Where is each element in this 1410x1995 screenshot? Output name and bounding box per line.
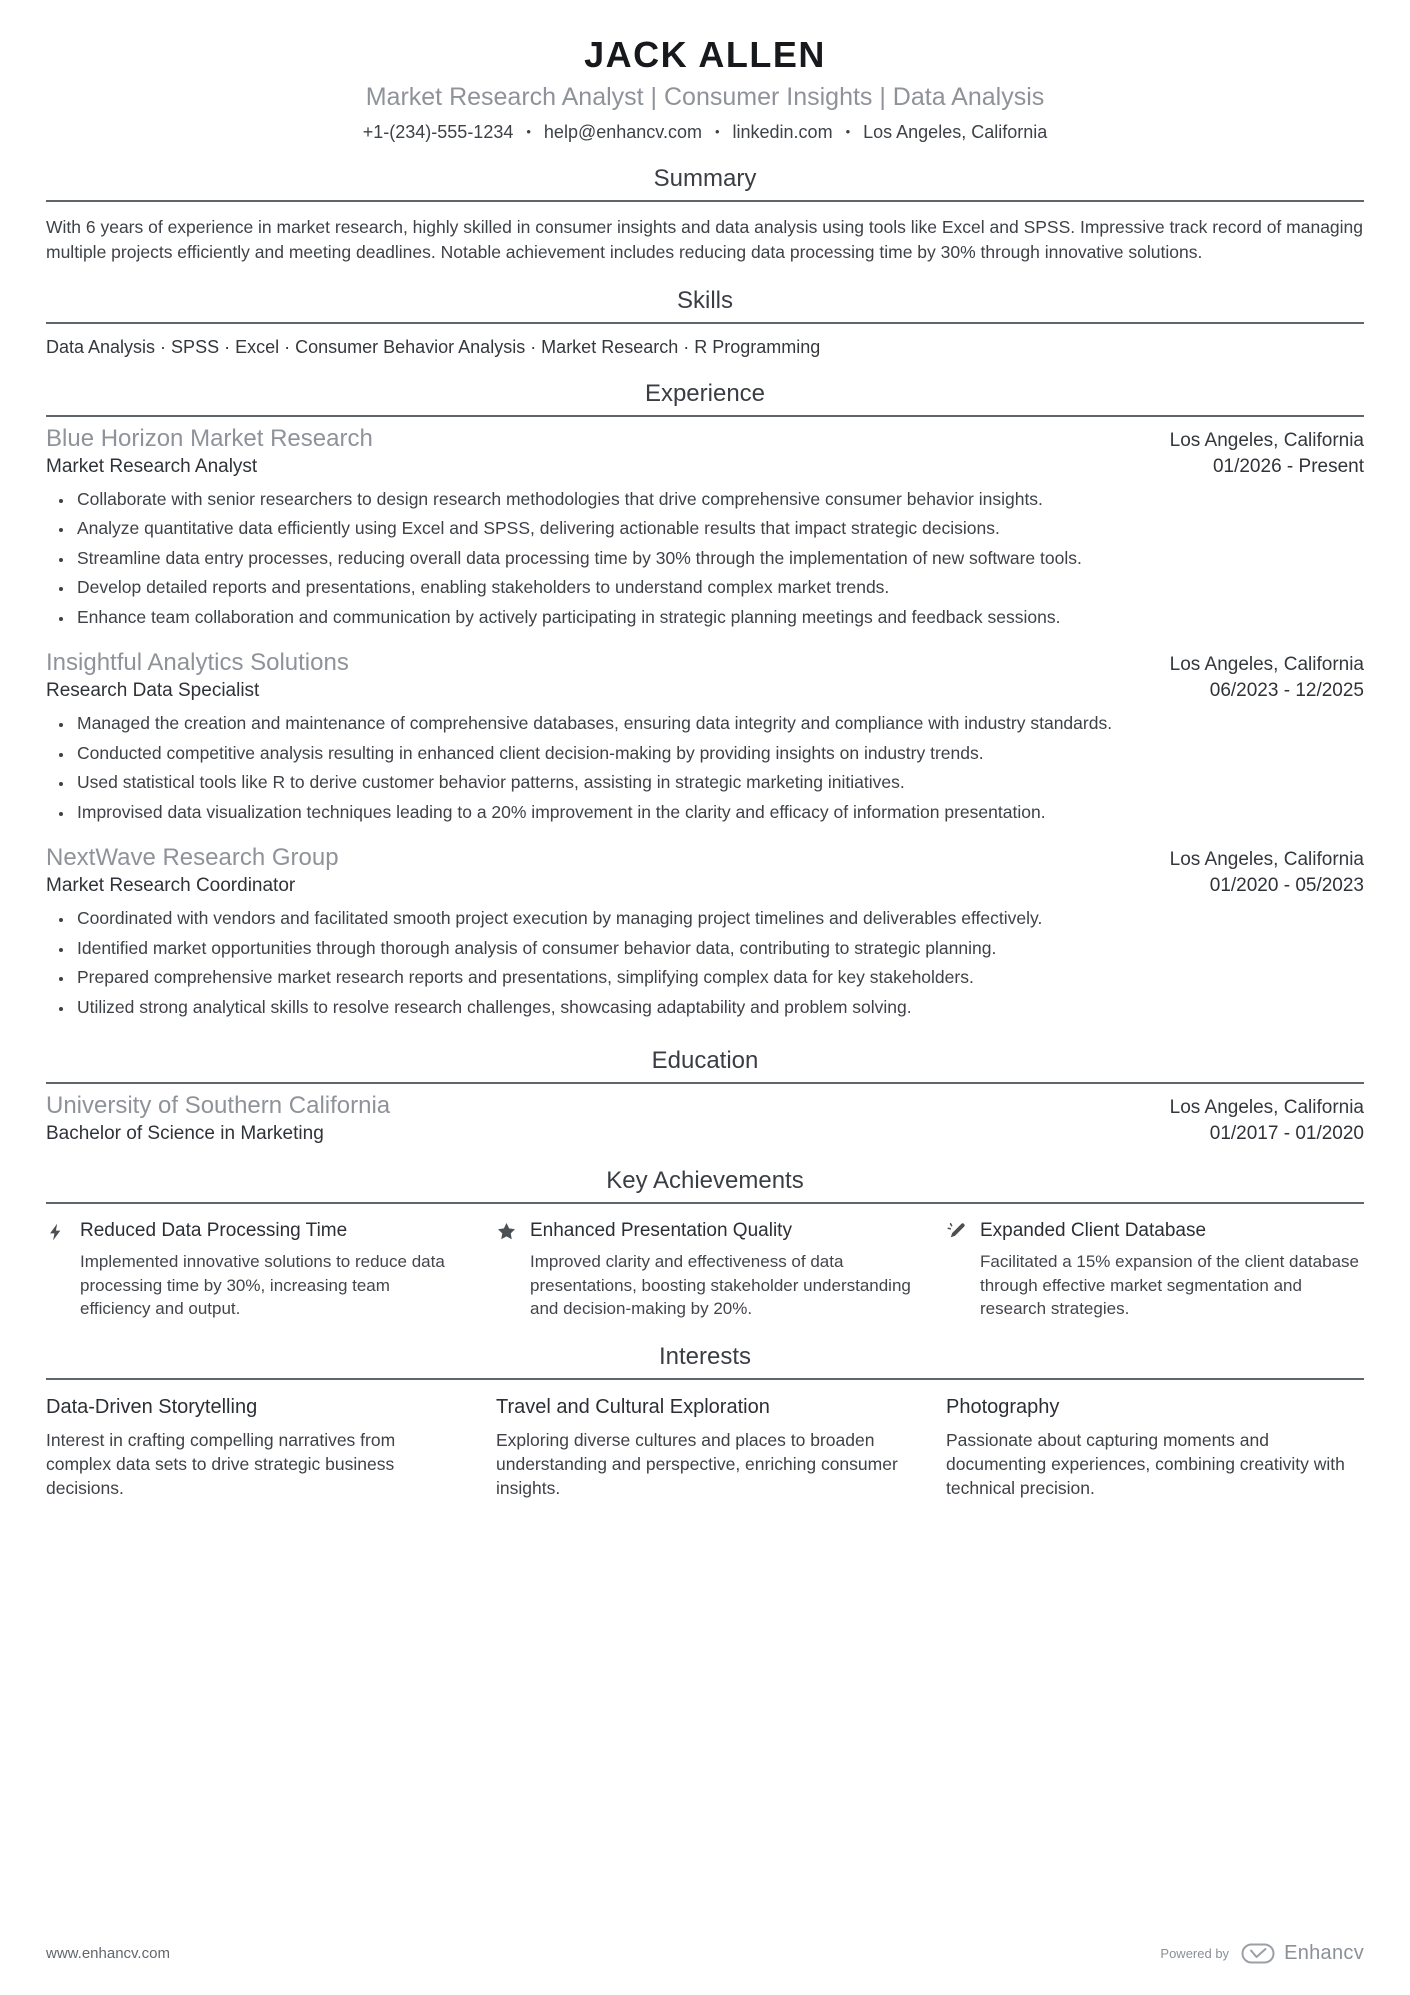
job-entry [46, 425, 1364, 630]
job-dates: 06/2023 - 12/2025 [1209, 680, 1364, 702]
enhancv-logo-icon [1241, 1943, 1275, 1964]
job-location: Los Angeles, California [1169, 849, 1364, 871]
enhancv-brand: Enhancv [1284, 1942, 1364, 1964]
job-bullet: • Conducted competitive analysis resulting in enhanced client decision-making by providing insights on industry trends. [74, 741, 1364, 766]
section-skills [46, 287, 1364, 358]
resume-header [46, 34, 1364, 143]
job-bullet: • Utilized strong analytical skills to resolve research challenges, showcasing adaptability and problem solving. [74, 995, 1364, 1020]
summary-heading: Summary [46, 165, 1364, 202]
lightning-icon [46, 1220, 68, 1320]
interest-text: Passionate about capturing moments and documenting experiences, combining creativity with technical precision. [946, 1429, 1345, 1498]
achievements-heading: Key Achievements [46, 1167, 1364, 1204]
degree-name: Bachelor of Science in Marketing [46, 1123, 324, 1145]
candidate-name: JACK ALLEN [584, 34, 826, 75]
job-bullets [46, 711, 1364, 824]
job-entry [46, 649, 1364, 824]
achievement-text: Improved clarity and effectiveness of data presentations, boosting stakeholder understanding and decision-making by 20%. [530, 1252, 911, 1319]
company-name: Blue Horizon Market Research [46, 424, 373, 452]
education-dates: 01/2017 - 01/2020 [1209, 1123, 1364, 1145]
education-heading: Education [46, 1047, 1364, 1084]
job-dates: 01/2026 - Present [1212, 455, 1364, 477]
experience-heading: Experience [46, 380, 1364, 417]
section-experience [46, 380, 1364, 1026]
job-bullet: • Prepared comprehensive market research reports and presentations, simplifying complex data for key stakeholders. [74, 965, 1364, 990]
job-bullet: • Coordinated with vendors and facilitated smooth project execution by managing project timelines and deliverables effectively. [74, 906, 1364, 931]
achievement-item [946, 1220, 1364, 1320]
job-bullet: • Improvised data visualization techniques leading to a 20% improvement in the clarity and efficacy of information presentation. [74, 800, 1364, 825]
achievement-title: Reduced Data Processing Time [80, 1220, 348, 1242]
candidate-title: Market Research Analyst | Consumer Insights | Data Analysis [365, 83, 1045, 111]
achievement-item [46, 1220, 464, 1320]
job-entry [46, 844, 1364, 1019]
education-entry [46, 1092, 1364, 1145]
section-summary [46, 165, 1364, 265]
section-education [46, 1047, 1364, 1145]
job-bullet: • Streamline data entry processes, reducing overall data processing time by 30% through the implementation of new software tools. [74, 546, 1364, 571]
school-name: University of Southern California [46, 1092, 391, 1120]
job-bullet: • Identified market opportunities through thorough analysis of consumer behavior data, contributing to strategic planning. [74, 936, 1364, 961]
achievement-item [496, 1220, 914, 1320]
job-bullet: • Enhance team collaboration and communication by actively participating in strategic planning meetings and feedback sessions. [74, 605, 1364, 630]
skills-list: Data Analysis · SPSS · Excel · Consumer Behavior Analysis · Market Research · R Programming [46, 336, 821, 357]
powered-by-label: Powered by [1160, 1946, 1230, 1961]
job-bullet: • Develop detailed reports and presentations, enabling stakeholders to understand complex market trends. [74, 575, 1364, 600]
summary-text: With 6 years of experience in market research, highly skilled in consumer insights and data analysis using tools like Excel and SPSS. Impressive track record of managing multiple projects efficiently and meeting deadlines. Notable achievement includes reducing data processing time by 30% through innovative solutions. [46, 217, 1364, 262]
interest-item [946, 1396, 1364, 1500]
interests-heading: Interests [46, 1343, 1364, 1380]
contact-email[interactable]: • help@enhancv.com [513, 122, 702, 142]
education-location: Los Angeles, California [1169, 1097, 1364, 1119]
interest-title: Data-Driven Storytelling [46, 1395, 258, 1418]
contact-bar [46, 122, 1364, 143]
section-interests [46, 1343, 1364, 1500]
job-role: Market Research Coordinator [46, 875, 296, 897]
achievement-title: Expanded Client Database [980, 1220, 1207, 1242]
job-role: Research Data Specialist [46, 680, 260, 702]
contact-location: • Los Angeles, California [833, 122, 1048, 142]
achievement-text: Implemented innovative solutions to reduce data processing time by 30%, increasing team efficiency and output. [80, 1252, 445, 1319]
job-bullet: • Used statistical tools like R to derive customer behavior patterns, assisting in strategic marketing initiatives. [74, 770, 1364, 795]
job-location: Los Angeles, California [1169, 654, 1364, 676]
page-footer [46, 1906, 1364, 1965]
achievement-text: Facilitated a 15% expansion of the client database through effective market segmentation and research strategies. [980, 1252, 1359, 1319]
job-bullet: • Analyze quantitative data efficiently using Excel and SPSS, delivering actionable results that impact strategic decisions. [74, 516, 1364, 541]
section-achievements [46, 1167, 1364, 1320]
interest-text: Interest in crafting compelling narratives from complex data sets to drive strategic business decisions. [46, 1429, 396, 1498]
footer-website-link[interactable]: www.enhancv.com [46, 1945, 170, 1962]
company-name: Insightful Analytics Solutions [46, 649, 349, 677]
job-dates: 01/2020 - 05/2023 [1209, 875, 1364, 897]
skills-heading: Skills [46, 287, 1364, 324]
interest-item [496, 1396, 914, 1500]
star-icon [496, 1220, 518, 1320]
contact-linkedin[interactable]: • linkedin.com [702, 122, 833, 142]
achievement-title: Enhanced Presentation Quality [530, 1220, 792, 1242]
job-role: Market Research Analyst [46, 455, 258, 477]
interest-item [46, 1396, 464, 1500]
job-bullet: • Managed the creation and maintenance of comprehensive databases, ensuring data integrity and compliance with industry standards. [74, 711, 1364, 736]
powered-by-block [1160, 1942, 1364, 1965]
job-bullets [46, 487, 1364, 630]
interest-title: Travel and Cultural Exploration [496, 1395, 770, 1418]
interest-text: Exploring diverse cultures and places to broaden understanding and perspective, enriching consumer insights. [496, 1429, 898, 1498]
contact-phone: +1-(234)-555-1234 [362, 122, 514, 142]
job-bullet: • Collaborate with senior researchers to design research methodologies that drive comprehensive consumer behavior insights. [74, 487, 1364, 512]
pen-icon [946, 1220, 968, 1320]
job-bullets [46, 906, 1364, 1019]
company-name: NextWave Research Group [46, 844, 339, 872]
job-location: Los Angeles, California [1169, 429, 1364, 451]
interest-title: Photography [946, 1395, 1060, 1418]
